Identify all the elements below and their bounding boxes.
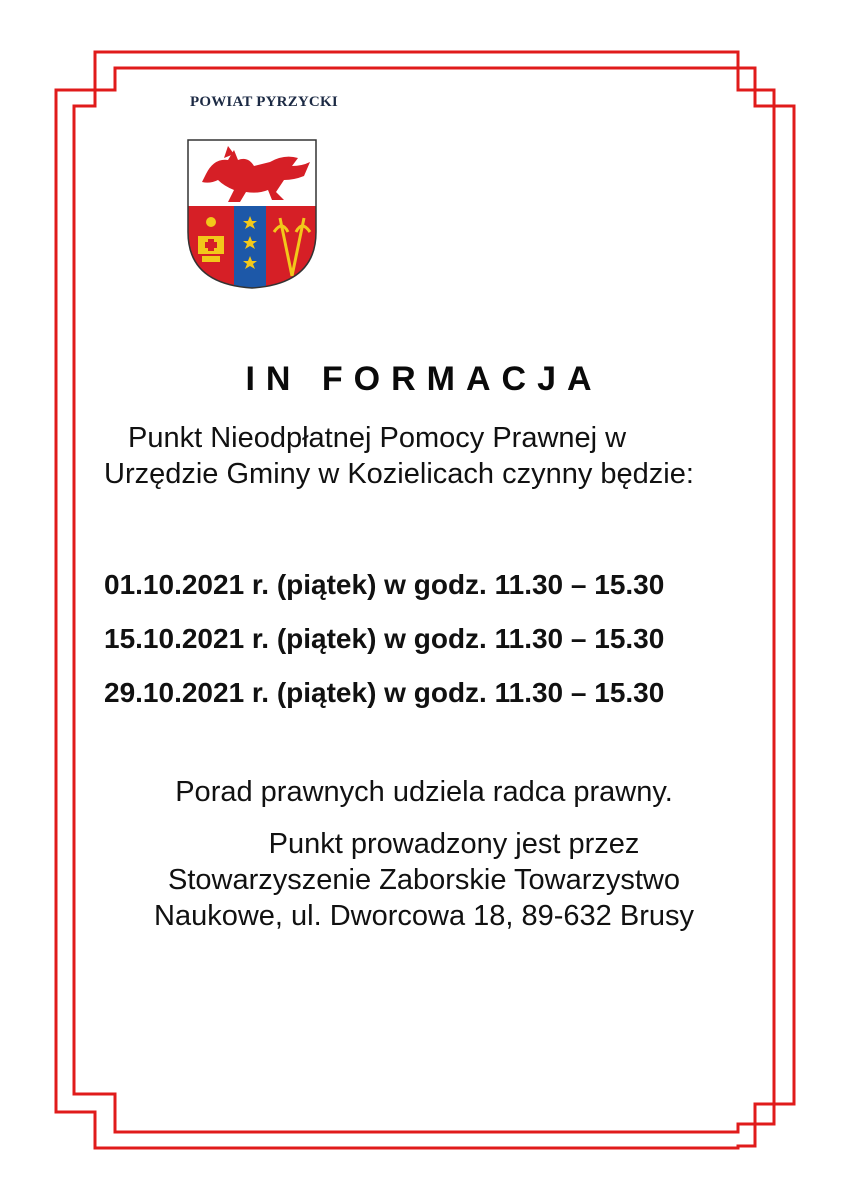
schedule-list	[104, 558, 746, 720]
operator-line-2: Stowarzyszenie Zaborskie Towarzystwo	[168, 864, 680, 896]
schedule-row: 29.10.2021 r. (piątek) w godz. 11.30 – 15.30	[104, 677, 665, 708]
operator-line-3: Naukowe, ul. Dworcowa 18, 89-632 Brusy	[154, 900, 694, 932]
schedule-row: 15.10.2021 r. (piątek) w godz. 11.30 – 15.30	[104, 623, 665, 654]
county-name: POWIAT PYRZYCKI	[190, 94, 338, 110]
operator-info	[0, 826, 848, 934]
coat-of-arms-icon	[184, 136, 320, 292]
intro-line-1: Punkt Nieodpłatnej Pomocy Prawnej w	[128, 422, 627, 454]
notice-title: IN FORMACJA	[245, 360, 603, 398]
intro-line-2: Urzędzie Gminy w Kozielicach czynny będzie:	[104, 458, 694, 490]
legal-advice-note: Porad prawnych udziela radca prawny.	[175, 776, 673, 808]
intro-paragraph	[104, 420, 746, 492]
operator-line-1: Punkt prowadzony jest przez	[268, 828, 640, 860]
schedule-row: 01.10.2021 r. (piątek) w godz. 11.30 – 15.30	[104, 569, 665, 600]
